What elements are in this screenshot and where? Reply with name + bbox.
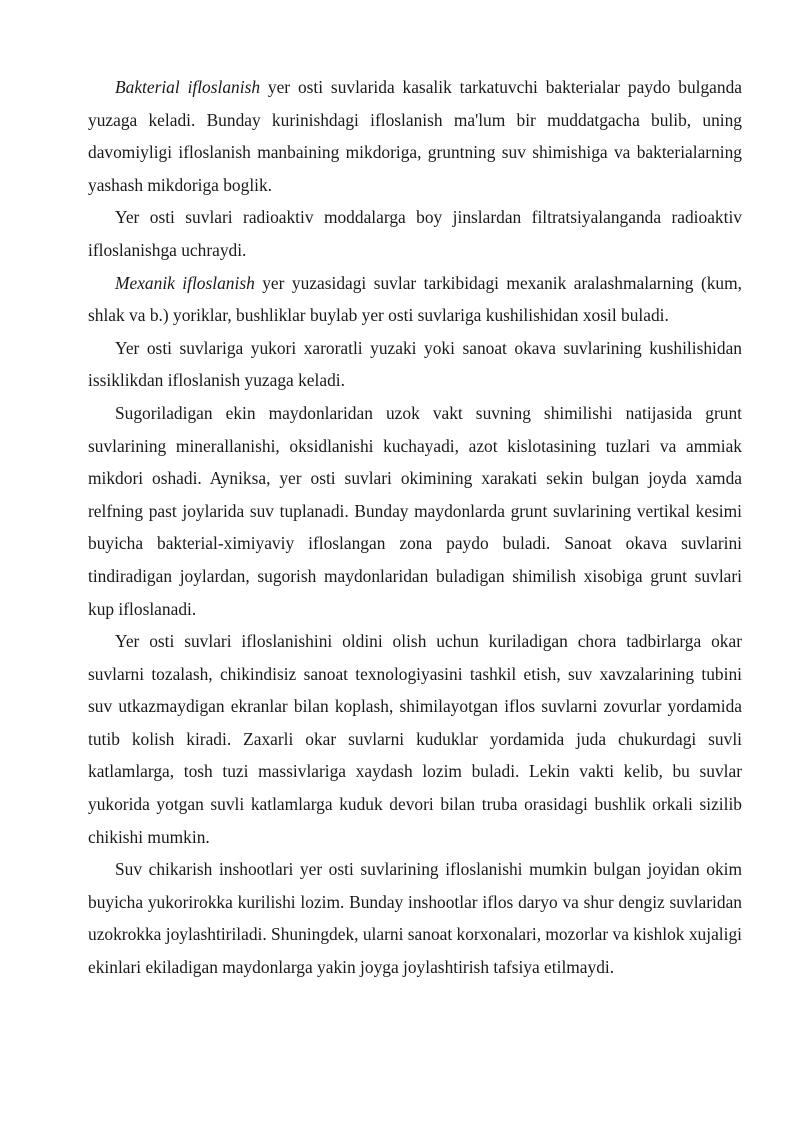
paragraph-text: yer osti suvlarida kasalik tarkatuvchi bakterialar paydo bulganda yuzaga keladi. Bunday kurinishdagi ifloslanish ma'lum bir muddatgacha bulib, uning davomiyligi ifloslanish manbaining mikdoriga, gruntning suv shimishiga va bakterialarning yashash mikdoriga boglik. bbox=[88, 77, 742, 195]
paragraph-irrigation-effects bbox=[88, 397, 742, 625]
paragraph-bacterial-pollution bbox=[88, 71, 742, 201]
term-bacterial-pollution: Bakterial ifloslanish bbox=[115, 77, 261, 97]
paragraph-text: Suv chikarish inshootlari yer osti suvlarining ifloslanishi mumkin bulgan joyidan okim buyicha yukorirokka kurilishi lozim. Bunday inshootlar iflos daryo va shur dengiz suvlaridan uzokrokka joylashtiriladi. Shuningdek, ularni sanoat korxonalari, mozorlar va kishlok xujaligi ekinlari ekiladigan maydonlarga yakin joyga joylashtirish tafsiya etilmaydi. bbox=[88, 859, 742, 978]
paragraph-text: yer yuzasidagi suvlar tarkibidagi mexanik aralashmalarning (kum, shlak va b.) yoriklar, bushliklar buylab yer osti suvlariga kushilishidan xosil buladi. bbox=[88, 272, 742, 326]
paragraph-text: Yer osti suvlariga yukori xaroratli yuzaki yoki sanoat okava suvlarining kushilishidan issiklikdan ifloslanish yuzaga keladi. bbox=[88, 337, 742, 391]
document-page bbox=[88, 71, 742, 984]
paragraph-intake-placement bbox=[88, 853, 742, 983]
term-mechanical-pollution: Mexanik ifloslanish bbox=[115, 272, 255, 293]
paragraph-prevention-measures bbox=[88, 625, 742, 853]
paragraph-radioactive-pollution bbox=[88, 201, 742, 266]
paragraph-text: Yer osti suvlari ifloslanishini oldini olish uchun kuriladigan chora tadbirlarga okar suvlarni tozalash, chikindisiz sanoat texnologiyasini tashkil etish, suv xavzalarining tubini suv utkazmaydigan ekranlar bilan koplash, shimilayotgan iflos suvlarni zovurlar yordamida tutib kolish kiradi. Zaxarli okar suvlarni kuduklar yordamida juda chukurdagi suvli katlamlarga, tosh tuzi massivlariga xaydash lozim buladi. Lekin vakti kelib, bu suvlar yukorida yotgan suvli katlamlarga kuduk devori bilan truba orasidagi bushlik orkali sizilib chikishi mumkin. bbox=[88, 631, 742, 847]
paragraph-thermal-pollution bbox=[88, 332, 742, 397]
paragraph-text: Sugoriladigan ekin maydonlaridan uzok vakt suvning shimilishi natijasida grunt suvlarining minerallanishi, oksidlanishi kuchayadi, azot kislotasining tuzlari va ammiak mikdori oshadi. Ayniksa, yer osti suvlari okimining xarakati sekin bulgan joyda xamda relfning past joylarida suv tuplanadi. Bunday maydonlarda grunt suvlarining vertikal kesimi buyicha bakterial-ximiyaviy ifloslangan zona paydo buladi. Sanoat okava suvlarini tindiradigan joylardan, sugorish maydonlaridan buladigan shimilish xisobiga grunt suvlari kup ifloslanadi. bbox=[88, 402, 742, 619]
paragraph-mechanical-pollution bbox=[88, 267, 742, 332]
paragraph-text: Yer osti suvlari radioaktiv moddalarga boy jinslardan filtratsiyalanganda radioaktiv ifloslanishga uchraydi. bbox=[88, 207, 742, 260]
